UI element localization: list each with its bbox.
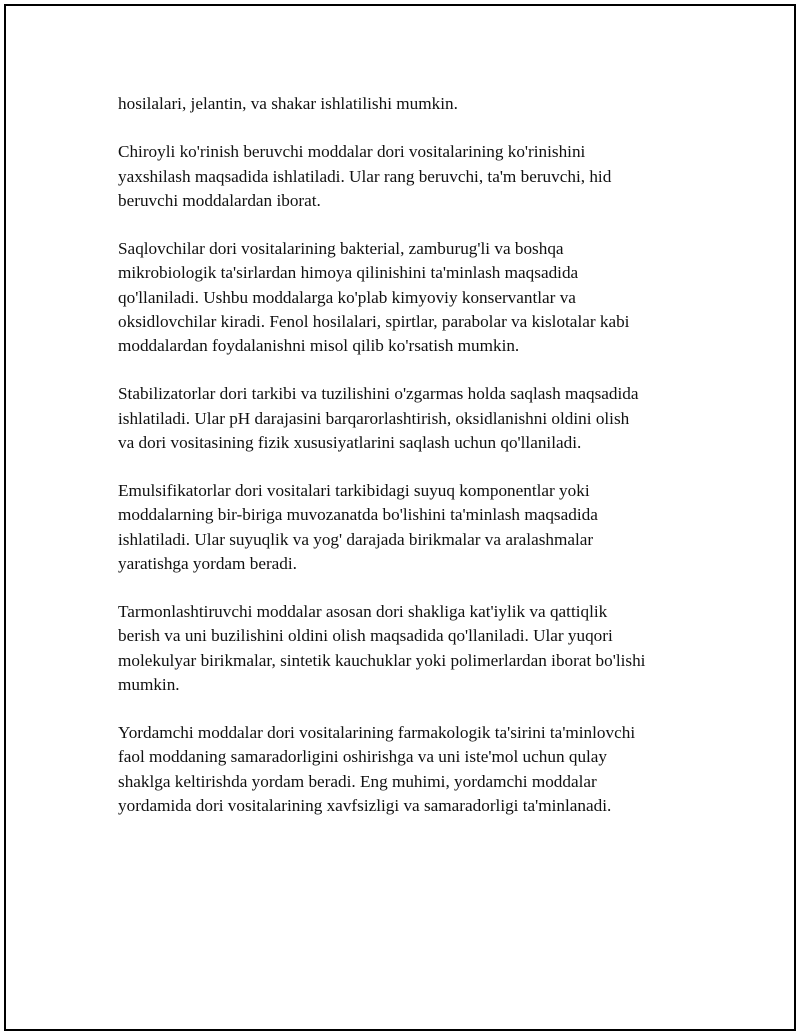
paragraph-continuation: hosilalari, jelantin, va shakar ishlatilishi mumkin. bbox=[118, 94, 458, 113]
paragraph-preservatives: Saqlovchilar dori vositalarining bakterial, zamburug'li va boshqa mikrobiologik ta'sirlardan himoya qilinishini ta'minlash maqsadida qo'llaniladi. Ushbu moddalarga ko'plab kimyoviy konservantlar va oksidlovchilar kiradi. Fenol hosilalari, spirtlar, parabolar va kislotalar kabi moddalardan foydalanishni misol qilib ko'rsatish mumkin. bbox=[118, 239, 630, 355]
document-body bbox=[118, 92, 698, 842]
paragraph-conclusion: Yordamchi moddalar dori vositalarining farmakologik ta'sirini ta'minlovchi faol moddaning samaradorligini oshirishga va uni iste'mol uchun qulay shaklga keltirishda yordam beradi. Eng muhimi, yordamchi moddalar yordamida dori vositalarining xavfsizligi va samaradorligi ta'minlanadi. bbox=[118, 723, 636, 815]
document-page bbox=[4, 4, 796, 1031]
paragraph-stabilizers: Stabilizatorlar dori tarkibi va tuzilishini o'zgarmas holda saqlash maqsadida ishlatiladi. Ular pH darajasini barqarorlashtirish, oksidlanishni oldini olish va dori vositasining fizik xususiyatlarini saqlash uchun qo'llaniladi. bbox=[118, 384, 639, 452]
paragraph-coloring-agents: Chiroyli ko'rinish beruvchi moddalar dori vositalarining ko'rinishini yaxshilash maqsadida ishlatiladi. Ular rang beruvchi, ta'm beruvchi, hid beruvchi moddalardan iborat. bbox=[118, 142, 612, 210]
paragraph-emulsifiers: Emulsifikatorlar dori vositalari tarkibidagi suyuq komponentlar yoki moddalarning bir-biriga muvozanatda bo'lishini ta'minlash maqsadida ishlatiladi. Ular suyuqlik va yog' darajada birikmalar va aralashmalar yaratishga yordam beradi. bbox=[118, 481, 598, 573]
paragraph-structuring-agents: Tarmonlashtiruvchi moddalar asosan dori shakliga kat'iylik va qattiqlik berish va uni buzilishini oldini olish maqsadida qo'llaniladi. Ular yuqori molekulyar birikmalar, sintetik kauchuklar yoki polimerlardan iborat bo'lishi mumkin. bbox=[118, 602, 646, 694]
